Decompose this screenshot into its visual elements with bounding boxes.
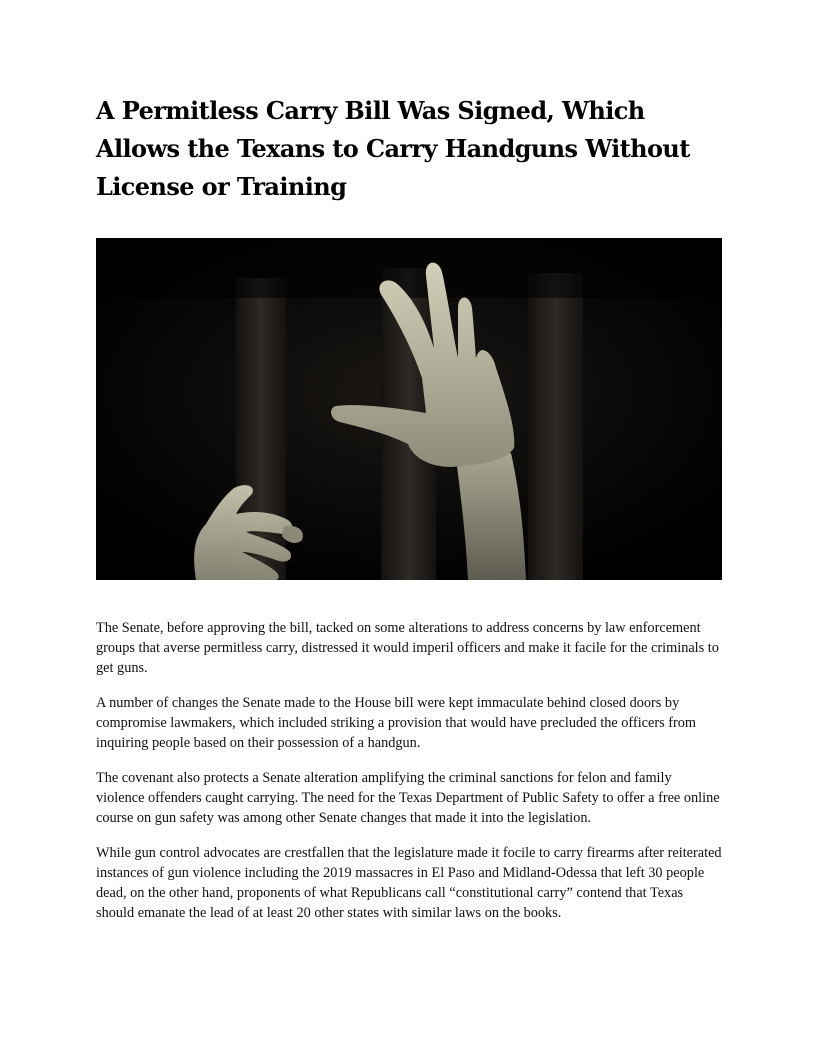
paragraph: While gun control advocates are crestfallen that the legislature made it focile to carry firearms after reiterated instances of gun violence including the 2019 massacres in El Paso and Midland-Odessa that left 30 people dead, on the other hand, proponents of what Republicans call “constitutional carry” contend that Texas should emanate the lead of at least 20 other states with similar laws on the books. (96, 845, 722, 921)
article-photo (96, 238, 722, 580)
paragraph: The Senate, before approving the bill, tacked on some alterations to address concerns by law enforcement groups that averse permitless carry, distressed it would imperil officers and make it facile for the criminals to get guns. (96, 620, 719, 676)
bar (528, 273, 583, 580)
paragraph: A number of changes the Senate made to the House bill were kept immaculate behind closed doors by compromise lawmakers, which included striking a provision that would have precluded the officers from inquiring people based on their possession of a handgun. (96, 695, 697, 751)
paragraph: The covenant also protects a Senate alteration amplifying the criminal sanctions for felon and family violence offenders caught carrying. The need for the Texas Department of Public Safety to offer a free online course on gun safety was among other Senate changes that made it into the legislation. (96, 770, 720, 826)
article-body (96, 618, 722, 923)
article (96, 92, 722, 938)
article-title: A Permitless Carry Bill Was Signed, Which Allows the Texans to Carry Handguns Without License or Training (96, 96, 690, 201)
